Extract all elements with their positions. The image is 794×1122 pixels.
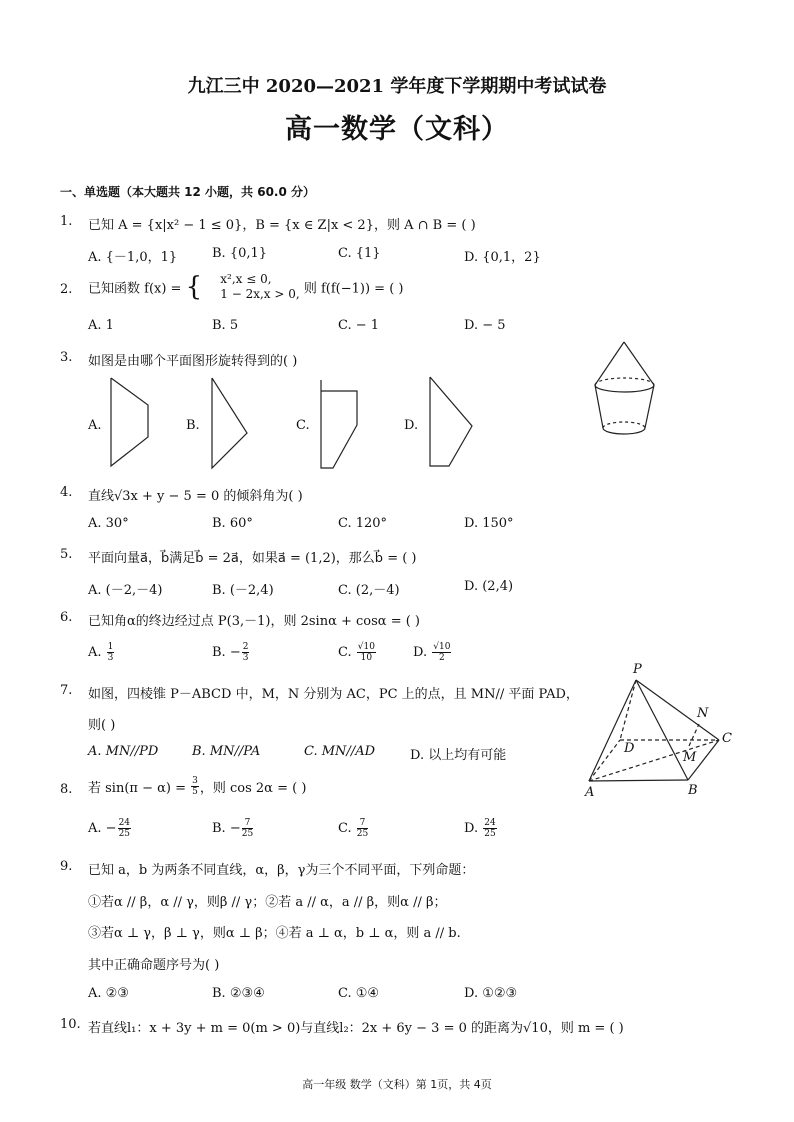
option-sign: − (229, 821, 241, 836)
option-d: D. − 5 (464, 318, 506, 333)
option-c: C. {1} (338, 246, 381, 261)
question-text: 如图，四棱锥 P－ABCD 中，M，N 分别为 AC，PC 上的点，且 MN// 平面 PAD， (88, 687, 579, 702)
option-prefix: C. (338, 645, 356, 660)
fraction-denominator: 10 (360, 653, 373, 663)
option-b: B. (186, 418, 200, 433)
shape-a-outline (111, 378, 148, 466)
fraction-denominator: 25 (118, 829, 131, 839)
shape-c-outline (321, 380, 357, 468)
option-a (88, 818, 132, 839)
question-number: 5. (60, 547, 73, 562)
option-d: D. (404, 418, 419, 433)
pyramid-label-p: P (633, 662, 642, 677)
pyramid-label-b: B (688, 783, 698, 798)
question-text-before: 若 sin(π − α) = (88, 781, 191, 796)
question-line-4: 其中正确命题序号为( ) (88, 958, 220, 973)
pyramid-label-n: N (697, 706, 709, 721)
question-number: 4. (60, 485, 73, 500)
option-c: C. − 1 (338, 318, 380, 333)
option-c (338, 818, 369, 839)
fraction-numerator: 24 (484, 818, 496, 828)
question-number: 9. (60, 859, 73, 874)
page-footer: 高一年级 数学（文科）第 1页，共 4页 (302, 1078, 492, 1091)
option-a: A. {－1,0，1} (88, 250, 178, 265)
fraction-numerator: 7 (357, 818, 368, 829)
option-prefix: A. (88, 645, 106, 660)
fraction-denominator: 2 (438, 653, 445, 663)
option-a (88, 642, 115, 663)
option-d: D. 150° (464, 516, 514, 531)
revolution-solid-figure (595, 342, 654, 434)
question-text: 已知角α的终边经过点 P(3,－1)，则 2sinα + cosα = ( ) (88, 614, 421, 629)
fraction-numerator: 1 (107, 642, 114, 652)
option-prefix: A. (88, 821, 106, 836)
option-d: D. {0,1，2} (464, 250, 541, 265)
question-text: 若直线l₁：x + 3y + m = 0(m > 0)与直线l₂：2x + 6y − 3 = 0 的距离为√10，则 m = ( ) (88, 1021, 624, 1036)
exam-title: 九江三中 2020—2021 学年度下学期期中考试试卷 (187, 76, 607, 97)
fraction-numerator: 24 (118, 818, 131, 828)
fraction (357, 642, 376, 663)
question-number: 1. (60, 214, 73, 229)
exam-subtitle: 高一数学（文科） (285, 114, 509, 145)
option-prefix: C. (338, 821, 356, 836)
option-d (464, 818, 498, 839)
fraction (242, 818, 253, 839)
piece-top: x²,x ≤ 0, (220, 272, 272, 286)
fraction-numerator: 2 (242, 642, 249, 652)
option-sign: − (229, 645, 241, 660)
fraction-denominator: 25 (484, 829, 496, 839)
fraction (118, 818, 131, 839)
question-number: 8. (60, 782, 73, 797)
question-text (88, 776, 306, 797)
option-d: D. 以上均有可能 (410, 748, 507, 763)
pyramid-label-c: C (722, 731, 732, 746)
option-prefix: B. (212, 645, 230, 660)
fraction (107, 642, 115, 663)
option-a: A. 1 (88, 318, 114, 333)
question-text-before: 已知函数 f(x) = (88, 281, 186, 297)
option-a: A. ②③ (88, 986, 129, 1001)
pyramid-label-d: D (624, 741, 635, 756)
fraction-numerator: 3 (192, 776, 198, 786)
fraction-denominator: 5 (192, 787, 198, 797)
option-prefix: D. (464, 821, 483, 836)
option-c: C. 120° (338, 516, 388, 531)
question-line-2: ①若α // β，α // γ，则β // γ；②若 a // α，a // β，则α // β； (88, 895, 447, 910)
option-b (212, 818, 254, 839)
fraction (432, 642, 451, 663)
option-d: D. ①②③ (464, 986, 518, 1001)
option-a: A. MN//PD (88, 744, 159, 759)
question-number: 10. (60, 1017, 81, 1032)
brace: { (185, 272, 203, 302)
option-sign: − (105, 821, 117, 836)
fraction-denominator: 25 (241, 829, 254, 839)
question-text: 如图是由哪个平面图形旋转得到的( ) (88, 354, 298, 369)
fraction (242, 642, 250, 663)
pyramid-figure (589, 680, 719, 781)
option-b: B. 60° (212, 516, 253, 531)
option-c: C. (296, 418, 310, 433)
option-a: A. (－2,－4) (88, 583, 163, 598)
fraction-denominator: 3 (107, 653, 114, 663)
fraction-denominator: 3 (242, 653, 249, 663)
option-d: D. (2,4) (464, 579, 514, 594)
shape-d-outline (430, 377, 472, 466)
fraction (483, 818, 496, 839)
option-prefix: D. (413, 645, 432, 660)
option-c: C. ①④ (338, 986, 380, 1001)
question-text-after: ，则 cos 2α = ( ) (199, 781, 307, 796)
option-c (338, 642, 377, 663)
option-a: A. 30° (88, 516, 129, 531)
option-d (413, 642, 452, 663)
option-b (212, 642, 250, 663)
piece-bottom: 1 − 2x,x > 0, (220, 287, 300, 301)
option-b: B. MN//PA (192, 744, 261, 759)
option-b: B. ②③④ (212, 986, 265, 1001)
option-prefix: B. (212, 821, 230, 836)
option-b: B. 5 (212, 318, 239, 333)
question-number: 2. (60, 282, 73, 297)
question-text: 直线√3x + y − 5 = 0 的倾斜角为( ) (88, 489, 303, 504)
pyramid-label-m: M (683, 750, 697, 765)
fraction (357, 818, 368, 839)
option-b: B. {0,1} (212, 246, 268, 261)
question-line-3: ③若α ⊥ γ，β ⊥ γ，则α ⊥ β；④若 a ⊥ α，b ⊥ α，则 a // b. (88, 926, 461, 941)
question-number: 3. (60, 350, 73, 365)
question-text: 已知 A = {x|x² − 1 ≤ 0}，B = {x ∈ Z|x < 2}，则 A ∩ B = ( ) (88, 218, 476, 233)
question-text: 已知 a，b 为两条不同直线，α，β，γ为三个不同平面，下列命题： (88, 863, 475, 878)
fraction (191, 776, 199, 797)
fraction-numerator: 7 (242, 818, 253, 829)
option-c: C. MN//AD (304, 744, 376, 759)
fraction-numerator: √10 (357, 642, 375, 652)
shape-b-outline (212, 378, 247, 468)
section-heading: 一、单选题（本大题共 12 小题，共 60.0 分） (60, 185, 316, 199)
option-b: B. (－2,4) (212, 583, 274, 598)
question-text-line2: 则( ) (88, 718, 116, 733)
question-number: 7. (60, 683, 73, 698)
question-text: 平面向量a⃗，b⃗满足b⃗ = 2a⃗，如果a⃗ = (1,2)，那么b⃗ = ( ) (88, 551, 417, 566)
fraction-numerator: √10 (433, 642, 451, 652)
pyramid-label-a: A (585, 785, 595, 800)
question-text-after: 则 f(f(−1)) = ( ) (303, 281, 404, 297)
question-number: 6. (60, 610, 73, 625)
fraction-denominator: 25 (356, 829, 369, 839)
option-c: C. (2,－4) (338, 583, 400, 598)
option-a: A. (88, 418, 102, 433)
